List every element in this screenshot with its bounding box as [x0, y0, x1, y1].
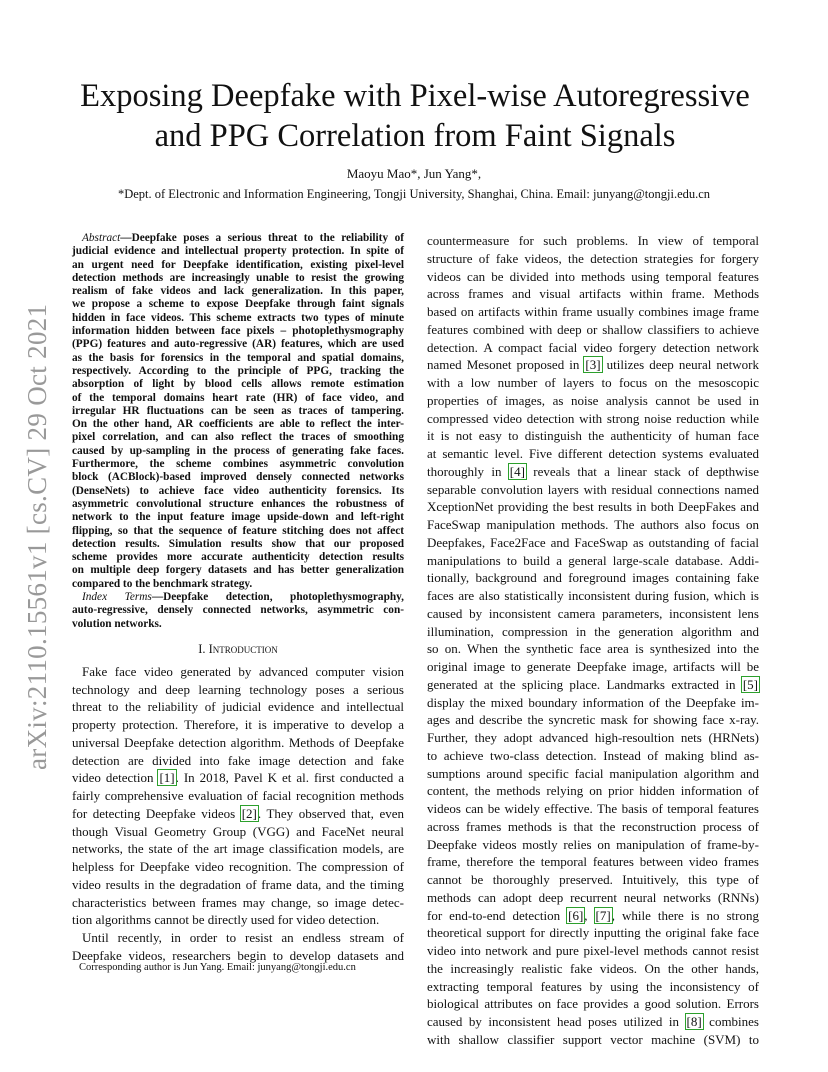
abstract-line: hidden in face videos. This scheme extracts two types of minute: [72, 311, 404, 324]
intro-line: theoretical support for directly inputting the original fake face: [427, 925, 759, 941]
citation-link[interactable]: [2]: [241, 805, 257, 821]
intro-line: threat to the reliability of judicial evidence and intellectual: [72, 699, 404, 715]
intro-line: ages and describe the syncretic mask for showing face x-ray.: [427, 712, 759, 728]
abstract-line: an urgent need for Deepfake identification, existing pixel-level: [72, 258, 404, 271]
abstract-line: we propose a scheme to expose Deepfake through faint signals: [72, 298, 404, 311]
intro-line: Deepfake videos, researchers begin to develop datasets and: [72, 947, 404, 963]
intro-line: caused by inconsistent head poses utilized in [8] combines: [427, 1014, 759, 1029]
footnote: Corresponding author is Jun Yang. Email: junyang@tongji.edu.cn: [79, 962, 356, 973]
abstract-line: on multiple deep forgery datasets and has better generalization: [72, 564, 404, 577]
citation-link[interactable]: [5]: [742, 676, 758, 692]
intro-line: helpless for Deepfake video recognition. The compression of: [72, 859, 404, 875]
intro-line: characteristics between frames may change, so image detec-: [72, 894, 404, 910]
arxiv-stamp: [24, 250, 50, 770]
intro-line: FaceSwap manipulation methods. The authors also focus on: [427, 517, 759, 532]
abstract-line: detection results. Simulation results show that our proposed: [72, 537, 404, 550]
citation-link[interactable]: [3]: [585, 357, 601, 373]
intro-line: countermeasure for such problems. In view of temporal: [427, 233, 759, 248]
intro-line: with shallow classifier support vector machine (SVM) to: [427, 1031, 759, 1047]
index-terms: [72, 591, 404, 631]
citation-link[interactable]: [7]: [595, 907, 611, 923]
affiliation: *Dept. of Electronic and Information Engineering, Tongji University, Shanghai, China. Email: junyang@tongji.edu.cn: [117, 187, 711, 201]
abstract-line: of the temporal domains heart rate (HR) of face video, and: [72, 391, 404, 404]
abstract-line: as the basis for forensics in the temporal and spatial domains,: [72, 351, 404, 364]
abstract-line: (PPG) features and auto-regressive (AR) features, which are used: [72, 338, 404, 351]
abstract-line: scheme provides more accurate authenticity detection results: [72, 551, 404, 564]
index-terms-line: volution networks.: [72, 617, 162, 630]
abstract: [72, 232, 404, 591]
intro-line: to achieve two-class detection. Instead of making blind as-: [427, 747, 759, 763]
abstract-line: Furthermore, the scheme combines asymmetric convolution: [72, 458, 404, 471]
intro-line: across frames methods is that the reconstruction process of: [427, 818, 759, 834]
citation-link[interactable]: [6]: [568, 907, 584, 923]
intro-line: for detecting Deepfake videos [2]. They observed that, even: [72, 805, 404, 821]
intro-line: properties of images, as noise analysis cannot be used in: [427, 392, 759, 408]
intro-line: features combined with deep or shallow classifiers to achieve: [427, 321, 759, 337]
abstract-line: Abstract—Deepfake poses a serious threat to the reliability of: [82, 232, 404, 244]
intro-line: cannot be thoroughly preserved. Intuitively, this type of: [427, 872, 759, 887]
intro-line: video into network and pure pixel-level methods cannot resist: [427, 943, 759, 958]
intro-line: separable convolution layers with residual connections named: [427, 481, 759, 497]
authors: Maoyu Mao*, Jun Yang*,: [346, 166, 482, 181]
intro-line: illumination, compression in the generation algorithm and: [427, 623, 759, 639]
intro-line: videos can be divided into methods using temporal features: [427, 268, 759, 284]
abstract-line: On the other hand, AR coefficients are able to reflect the inter-: [72, 418, 404, 431]
intro-line: though Visual Geometry Group (VGG) and FaceNet neural: [72, 823, 404, 839]
intro-line: the increasingly realistic fake videos. On the other hands,: [427, 960, 759, 976]
intro-line: named Mesonet proposed in [3] utilizes deep neural network: [427, 357, 759, 373]
abstract-line: irregular HR fluctuations can be seen as traces of tampering.: [72, 404, 404, 417]
left-column: [72, 232, 404, 965]
intro-line: it is not easy to distinguish the authenticity of human face: [427, 428, 759, 444]
intro-line: biological attributes on face provides a good solution. Errors: [427, 996, 759, 1012]
intro-line: compressed video detection with strong noise reduction while: [427, 410, 759, 426]
abstract-line: flipping, so that the sequence of feature stitching does not affect: [72, 524, 404, 537]
intro-line: Fake face video generated by advanced computer vision: [82, 663, 404, 679]
arxiv-stamp-text: arXiv:2110.15561v1 [cs.CV] 29 Oct 2021: [22, 303, 52, 770]
intro-line: manipulations to build a general large-scale database. Addi-: [427, 552, 759, 568]
intro-line: faces are also statistically inconsistent during fusion, which is: [427, 588, 759, 603]
abstract-line: asymmetric convolutional structure enhances the robustness of: [72, 497, 404, 510]
intro-line: thoroughly in [4] reveals that a linear stack of depthwise: [427, 463, 759, 479]
abstract-line: information hidden between face pixels – photoplethysmography: [72, 325, 404, 338]
intro-line: with a low number of layers to focus on the mesoscopic: [427, 375, 759, 390]
intro-line: generated at the splicing place. Landmarks extracted in [5]: [427, 676, 758, 692]
section-heading: I. Introduction: [198, 641, 278, 656]
title-line-2: and PPG Correlation from Faint Signals: [154, 118, 676, 154]
abstract-line: detection methods are increasingly unable to resist the growing: [72, 271, 404, 284]
abstract-line: realism of fake videos and lack generalization. In this paper,: [72, 285, 404, 298]
abstract-line: respectively. According to the principle of PPG, tracking the: [72, 364, 404, 377]
citation-link[interactable]: [8]: [686, 1014, 702, 1029]
abstract-line: absorption of light by blood cells allows remote estimation: [72, 378, 404, 391]
intro-line: structure of fake videos, the detection strategies for forgery: [427, 250, 759, 266]
abstract-line: pixel correlation, and can also reflect the traces of smoothing: [72, 431, 404, 444]
intro-line: Further, they adopt advanced high-resoultion nets (HRNets): [427, 730, 759, 745]
citation-link[interactable]: [1]: [159, 770, 175, 786]
intro-left-text: [72, 663, 404, 965]
index-terms-label: Index Terms: [82, 591, 152, 604]
abstract-line: judicial evidence and intellectual property protection. In spite of: [72, 245, 404, 258]
citation-link[interactable]: [4]: [509, 463, 525, 479]
intro-line: tion algorithms cannot be directly used for video detection.: [72, 912, 380, 928]
abstract-label: Abstract: [82, 232, 121, 244]
right-column: [427, 232, 759, 1049]
intro-line: Deepfake videos mostly relies on manipulation of frame-by-: [427, 836, 759, 852]
intro-line: detection are divided into fake image detection and fake: [72, 752, 404, 768]
index-terms-line: Index Terms—Deepfake detection, photoplethysmography,: [82, 591, 404, 604]
intro-line: Until recently, in order to resist an endless stream of: [82, 930, 404, 946]
intro-line: fairly comprehensive evaluation of facial recognition methods: [72, 788, 404, 804]
intro-line: videos can be widely effective. The basis of temporal features: [427, 801, 759, 816]
intro-line: frame, therefore the temporal features between video frames: [427, 854, 759, 870]
abstract-line: (DenseNets) to achieve face video authenticity forensics. Its: [72, 484, 404, 497]
paper-title: [40, 76, 790, 156]
intro-line: based on artifacts within frame usually combines image frame: [427, 304, 759, 319]
intro-line: caused by inconsistent camera parameters, inconsistent lens: [427, 605, 759, 621]
abstract-line: compared to the benchmark strategy.: [72, 577, 253, 590]
intro-line: technology and deep learning technology poses a serious: [72, 681, 404, 697]
intro-line: universal Deepfake detection algorithm. Methods of Deepfake: [72, 734, 404, 750]
intro-line: networks, the state of the art image classification models, are: [72, 841, 404, 857]
intro-line: for end-to-end detection [6], [7], while there is no strong: [427, 907, 759, 923]
intro-line: across frames and visual artifacts within frame. Methods: [427, 286, 759, 302]
intro-line: original image to generate Deepfake image, artifacts will be: [427, 659, 759, 674]
intro-line: XceptionNet providing the best results in both DeepFakes and: [427, 499, 759, 515]
intro-line: at semantic level. Five different detection systems evaluated: [427, 446, 759, 461]
intro-line: property protection. Therefore, it is imperative to develop a: [72, 717, 404, 733]
intro-line: so on. When the synthetic face area is synthesized into the: [427, 641, 759, 657]
intro-line: detection. A compact facial video forgery detection network: [427, 339, 759, 355]
intro-line: extracting temporal features by using the inconsistency of: [427, 978, 759, 994]
intro-line: tionally, background and foreground images containing fake: [427, 570, 759, 586]
intro-right-text: [427, 232, 759, 1049]
title-line-1: Exposing Deepfake with Pixel-wise Autoregressive: [80, 78, 750, 114]
intro-line: video results in the degradation of frame data, and the timing: [72, 876, 404, 892]
intro-line: sumptions around specific facial manipulation algorithm and: [427, 765, 759, 781]
abstract-line: network to the input feature image upside-down and left-right: [72, 511, 404, 524]
intro-line: methods can adopt deep recurrent neural networks (RNNs): [427, 889, 759, 905]
intro-line: Deepfakes, Face2Face and FaceSwap as outstanding of facial: [427, 534, 759, 550]
intro-line: content, the methods relying on prior hidden information of: [427, 783, 759, 799]
index-terms-line: auto-regressive, densely connected networks, asymmetric con-: [72, 604, 404, 617]
intro-line: display the mixed boundary information of the Deepfake im-: [427, 694, 759, 710]
abstract-line: caused by up-sampling in the process of generating fake faces.: [72, 444, 404, 457]
intro-line: video detection [1]. In 2018, Pavel K et al. first conducted a: [72, 770, 404, 786]
abstract-line: block (ACBlock)-based improved densely connected networks: [72, 471, 404, 484]
